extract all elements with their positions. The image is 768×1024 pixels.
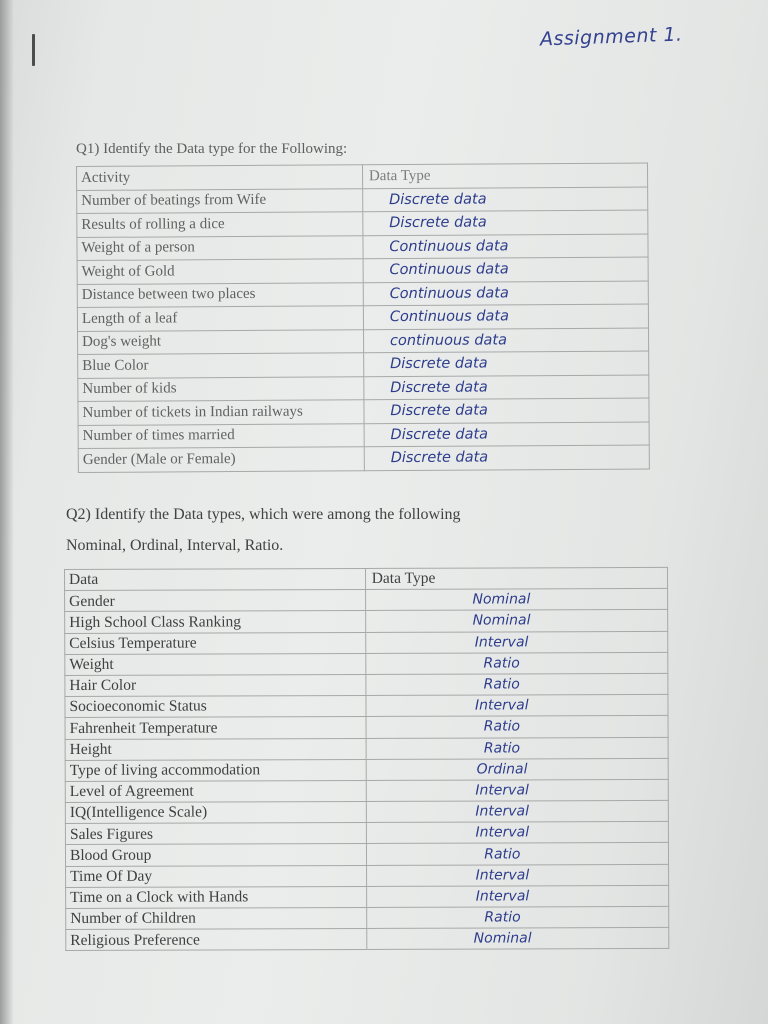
- answer-cell: [366, 779, 668, 801]
- item-cell: Number of tickets in Indian railways: [78, 400, 364, 425]
- handwritten-answer: Continuous data: [389, 261, 509, 279]
- handwritten-answer: Discrete data: [389, 190, 487, 208]
- table-row: [65, 695, 668, 718]
- answer-cell: [366, 906, 668, 928]
- item-cell: Type of living accommodation: [65, 759, 366, 781]
- answer-cell: [366, 758, 668, 780]
- item-cell: Weight of Gold: [77, 259, 363, 284]
- item-cell: IQ(Intelligence Scale): [65, 802, 366, 824]
- table-row: [77, 257, 648, 284]
- answer-cell: [366, 695, 668, 717]
- handwritten-answer: Nominal: [472, 591, 531, 608]
- answer-cell: [364, 398, 649, 423]
- table-header-row: [65, 567, 668, 590]
- table-row: [65, 800, 668, 823]
- item-cell: Religious Preference: [66, 929, 367, 951]
- column-header-data-type: Data Type: [362, 163, 647, 188]
- handwritten-answer: Ratio: [483, 718, 521, 735]
- answer-cell: [366, 800, 668, 822]
- q2-heading: Q2) Identify the Data types, which were among the following: [66, 506, 461, 523]
- item-cell: Fahrenheit Temperature: [65, 717, 366, 739]
- answer-cell: [366, 928, 668, 950]
- table-row: [78, 375, 649, 402]
- table-row: [66, 906, 669, 929]
- handwritten-answer: Nominal: [472, 612, 531, 630]
- answer-cell: [363, 281, 648, 306]
- handwritten-answer: Interval: [475, 888, 530, 905]
- item-cell: Length of a leaf: [77, 306, 363, 331]
- item-cell: Celsius Temperature: [65, 632, 366, 654]
- handwritten-answer: Discrete data: [390, 355, 488, 373]
- item-cell: Gender (Male or Female): [78, 447, 364, 472]
- handwritten-answer: Interval: [474, 697, 529, 714]
- answer-cell: [363, 234, 648, 259]
- item-cell: Blue Color: [78, 353, 364, 378]
- table-row: [65, 610, 668, 633]
- item-cell: Blood Group: [65, 844, 366, 866]
- handwritten-answer: Ratio: [483, 740, 521, 757]
- item-cell: Time on a Clock with Hands: [66, 886, 367, 908]
- handwritten-answer: Interval: [475, 867, 530, 884]
- answer-cell: [366, 843, 668, 865]
- column-header-activity: Activity: [77, 165, 363, 190]
- item-cell: Weight of a person: [77, 235, 363, 260]
- q1-heading: Q1) Identify the Data type for the Following:: [76, 141, 348, 157]
- handwritten-answer: Interval: [475, 803, 530, 820]
- handwritten-answer: Nominal: [473, 930, 532, 947]
- handwritten-answer: Ratio: [483, 655, 520, 672]
- table-row: [77, 210, 648, 237]
- item-cell: Level of Agreement: [65, 780, 366, 802]
- handwritten-answer: Discrete data: [390, 425, 489, 443]
- table-row: [65, 673, 668, 696]
- item-cell: High School Class Ranking: [65, 611, 366, 633]
- answer-cell: [363, 187, 648, 212]
- table-row: [65, 716, 668, 739]
- table-row: [65, 652, 668, 675]
- item-cell: Weight: [65, 653, 366, 675]
- table-row: [78, 445, 649, 472]
- answer-cell: [363, 210, 648, 235]
- answer-cell: [366, 885, 668, 907]
- item-cell: Height: [65, 738, 366, 760]
- item-cell: Number of times married: [78, 423, 364, 448]
- answer-cell: [363, 328, 648, 353]
- table-row: [78, 351, 649, 378]
- table-row: [78, 398, 649, 425]
- answer-cell: [363, 257, 648, 282]
- column-header-data: Data: [65, 568, 366, 590]
- answer-cell: [365, 652, 667, 674]
- answer-cell: [365, 610, 667, 632]
- q2-subheading: Nominal, Ordinal, Interval, Ratio.: [66, 537, 284, 554]
- item-cell: Time Of Day: [66, 865, 367, 887]
- table-row: [66, 864, 669, 887]
- table-row: [66, 928, 669, 951]
- answer-cell: [366, 737, 668, 759]
- table-row: [78, 422, 649, 449]
- handwritten-answer: Discrete data: [390, 449, 489, 467]
- answer-cell: [364, 351, 649, 376]
- answer-cell: [363, 304, 648, 329]
- table-row: [65, 589, 668, 612]
- table-row: [66, 885, 669, 908]
- table-row: [77, 304, 648, 331]
- table-row: [77, 281, 648, 308]
- answer-cell: [364, 422, 649, 447]
- table-row: [65, 631, 668, 654]
- answer-cell: [366, 822, 668, 844]
- page-edge-shadow: [0, 0, 14, 1024]
- handwritten-answer: Continuous data: [389, 237, 509, 255]
- answer-cell: [366, 864, 668, 886]
- answer-cell: [364, 375, 649, 400]
- answer-cell: [365, 589, 667, 611]
- answer-cell: [366, 716, 668, 738]
- item-cell: Number of Children: [66, 907, 367, 929]
- item-cell: Results of rolling a dice: [77, 212, 363, 237]
- item-cell: Number of beatings from Wife: [77, 188, 363, 213]
- column-header-data-type: Data Type: [365, 567, 667, 589]
- answer-cell: [364, 445, 649, 470]
- assignment-title: Assignment 1.: [539, 23, 683, 51]
- handwritten-answer: Continuous data: [389, 284, 509, 302]
- table-row: [77, 234, 648, 261]
- answer-cell: [366, 673, 668, 695]
- table-row: [65, 737, 668, 760]
- table-row: [65, 758, 668, 781]
- answer-cell: [365, 631, 667, 653]
- handwritten-answer: Continuous data: [389, 308, 510, 326]
- handwritten-answer: Interval: [474, 634, 529, 651]
- handwritten-answer: Interval: [475, 824, 530, 841]
- item-cell: Distance between two places: [77, 282, 363, 307]
- pen-mark: [32, 34, 35, 66]
- item-cell: Gender: [65, 590, 366, 612]
- item-cell: Socioeconomic Status: [65, 696, 366, 718]
- table-header-row: [77, 163, 648, 190]
- handwritten-answer: Interval: [475, 782, 529, 799]
- handwritten-answer: continuous data: [389, 331, 508, 349]
- table-row: [65, 779, 668, 802]
- table-row: [78, 328, 649, 355]
- handwritten-answer: Ratio: [484, 909, 521, 926]
- table-row: [77, 187, 648, 214]
- table-row: [65, 843, 668, 866]
- item-cell: Sales Figures: [65, 823, 366, 845]
- handwritten-answer: Ordinal: [476, 761, 528, 778]
- q1-table: [76, 163, 650, 473]
- handwritten-answer: Discrete data: [389, 214, 487, 232]
- item-cell: Dog's weight: [78, 329, 364, 354]
- item-cell: Number of kids: [78, 376, 364, 401]
- table-row: [65, 822, 668, 845]
- handwritten-answer: Ratio: [483, 676, 520, 693]
- item-cell: Hair Color: [65, 674, 366, 696]
- handwritten-answer: Discrete data: [390, 402, 488, 420]
- q2-table: [64, 567, 669, 951]
- handwritten-answer: Ratio: [484, 845, 521, 863]
- handwritten-answer: Discrete data: [390, 378, 488, 396]
